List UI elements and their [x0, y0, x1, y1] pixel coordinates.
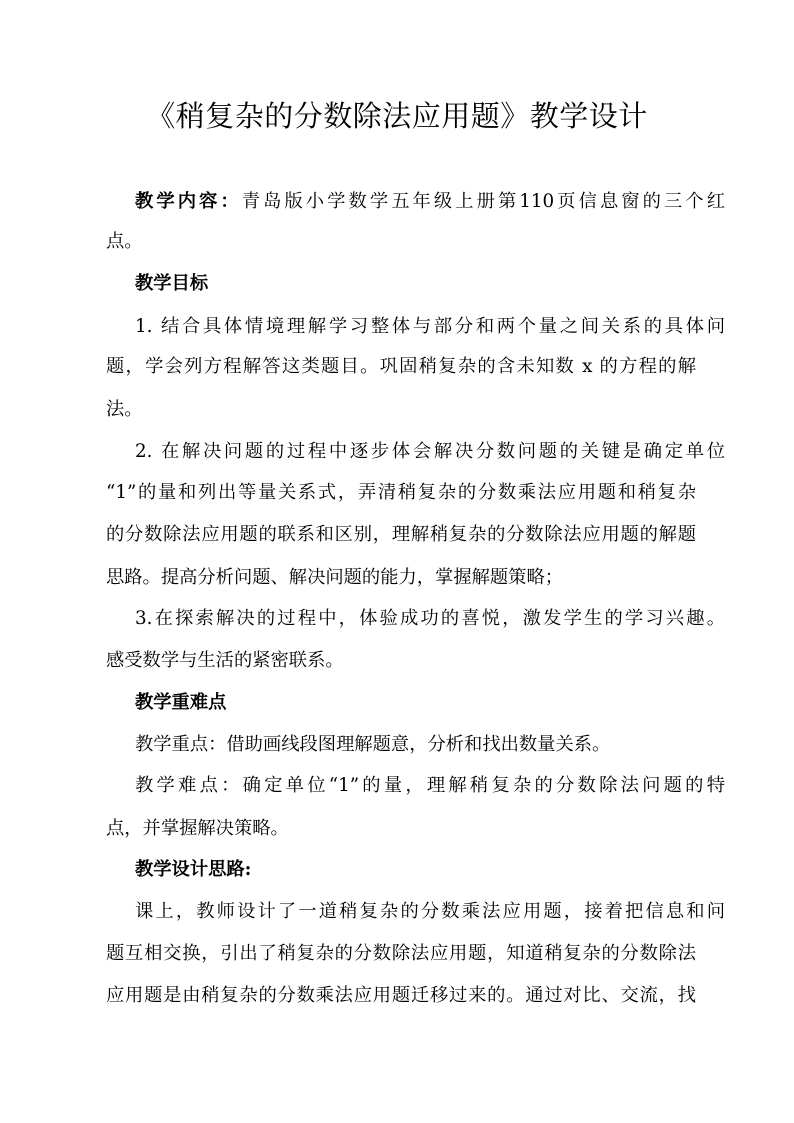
design-line-1: 课上，教师设计了一道稍复杂的分数乘法应用题，接着把信息和问 — [135, 901, 725, 922]
objective-1-line-3: 法。 — [106, 399, 143, 420]
content-text: 青岛版小学数学五年级上册第110页信息窗的三个红 — [241, 191, 725, 212]
objective-2-line-3: 的分数除法应用题的联系和区别，理解稍复杂的分数除法应用题的解题 — [106, 524, 696, 545]
content-label: 教学内容： — [135, 191, 242, 212]
objective-3-line-1: 3.在探索解决的过程中，体验成功的喜悦，激发学生的学习兴趣。 — [135, 608, 725, 629]
content-paragraph-line-2: 点。 — [106, 231, 143, 252]
objectives-heading: 教学目标 — [135, 273, 209, 294]
objective-1-line-1: 1. 结合具体情境理解学习整体与部分和两个量之间关系的具体问 — [135, 316, 725, 337]
objective-3-line-2: 感受数学与生活的紧密联系。 — [106, 650, 344, 671]
objective-2-line-4: 思路。提高分析问题、解决问题的能力，掌握解题策略； — [106, 567, 564, 588]
content-paragraph-line-1 — [135, 189, 725, 215]
objective-2-line-1: 2. 在解决问题的过程中逐步体会解决分数问题的关键是确定单位 — [135, 441, 725, 462]
design-line-3: 应用题是由稍复杂的分数乘法应用题迁移过来的。通过对比、交流，找 — [106, 985, 696, 1006]
teaching-difficulty-line-1: 教学难点：确定单位“1”的量，理解稍复杂的分数除法问题的特 — [135, 775, 725, 796]
document-title: 《稍复杂的分数除法应用题》教学设计 — [146, 99, 648, 133]
teaching-difficulty-line-2: 点，并掌握解决策略。 — [106, 818, 289, 839]
design-line-2: 题互相交换，引出了稍复杂的分数除法应用题，知道稍复杂的分数除法 — [106, 943, 696, 964]
design-heading: 教学设计思路: — [135, 859, 252, 880]
objective-2-line-2: “1”的量和列出等量关系式，弄清稍复杂的分数乘法应用题和稍复杂 — [106, 482, 696, 503]
key-points-heading: 教学重难点 — [135, 692, 227, 713]
teaching-focus: 教学重点：借助画线段图理解题意，分析和找出数量关系。 — [135, 734, 611, 755]
objective-1-line-2: 题，学会列方程解答这类题目。巩固稍复杂的含未知数 x 的方程的解 — [106, 356, 696, 377]
